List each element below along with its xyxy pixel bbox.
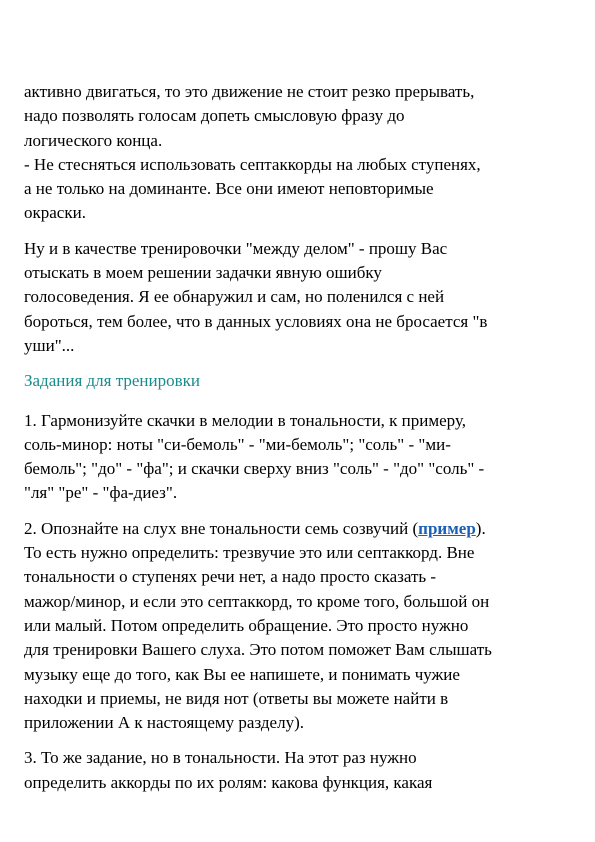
task-2-text-start: 2. Опознайте на слух вне тональности семь созвучий ( xyxy=(24,518,419,538)
task-2 xyxy=(24,517,576,736)
example-link[interactable]: пример xyxy=(418,518,476,538)
paragraph-exercise-note: Ну и в качестве тренировочки "между делом" - прошу Вас отыскать в моем решении задачки явную ошибку голосоведения. Я ее обнаружил и сам, но поленился с ней бороться, тем более, что в данных условиях она не бросается "в уши"... xyxy=(24,238,488,355)
task-3: 3. То же задание, но в тональности. На этот раз нужно определить аккорды по их ролям: какова функция, какая xyxy=(24,748,433,792)
section-heading-exercises: Задания для тренировки xyxy=(24,371,200,391)
task-1: 1. Гармонизуйте скачки в мелодии в тональности, к примеру, соль-минор: ноты "си-бемоль" - "ми-бемоль"; "соль" - "ми- бемоль"; "до" - "фа"; и скачки сверху вниз "соль" - "до" "соль" - "ля" "ре" - "фа-диез". xyxy=(24,410,485,503)
paragraph-voice-leading: активно двигаться, то это движение не стоит резко прерывать, надо позволять голосам допеть смысловую фразу до логического конца. - Не стесняться использовать септаккорды на любых ступенях, а не только на доминанте. Все они имеют неповторимые окраски. xyxy=(24,82,481,223)
document-body xyxy=(24,80,576,806)
task-2-text-end: ). То есть нужно определить: трезвучие это или септаккорд. Вне тональности о ступенях речи нет, а надо просто сказать - мажор/минор, и если это септаккорд, то кроме того, большой он или малый. Потом определить обращение. Это просто нужно для тренировки Вашего слуха. Это потом поможет Вам слышать музыку еще до того, как Вы ее напишете, и понимать чужие находки и приемы, не видя нот (ответы вы можете найти в приложении А к настоящему разделу). xyxy=(24,518,492,733)
